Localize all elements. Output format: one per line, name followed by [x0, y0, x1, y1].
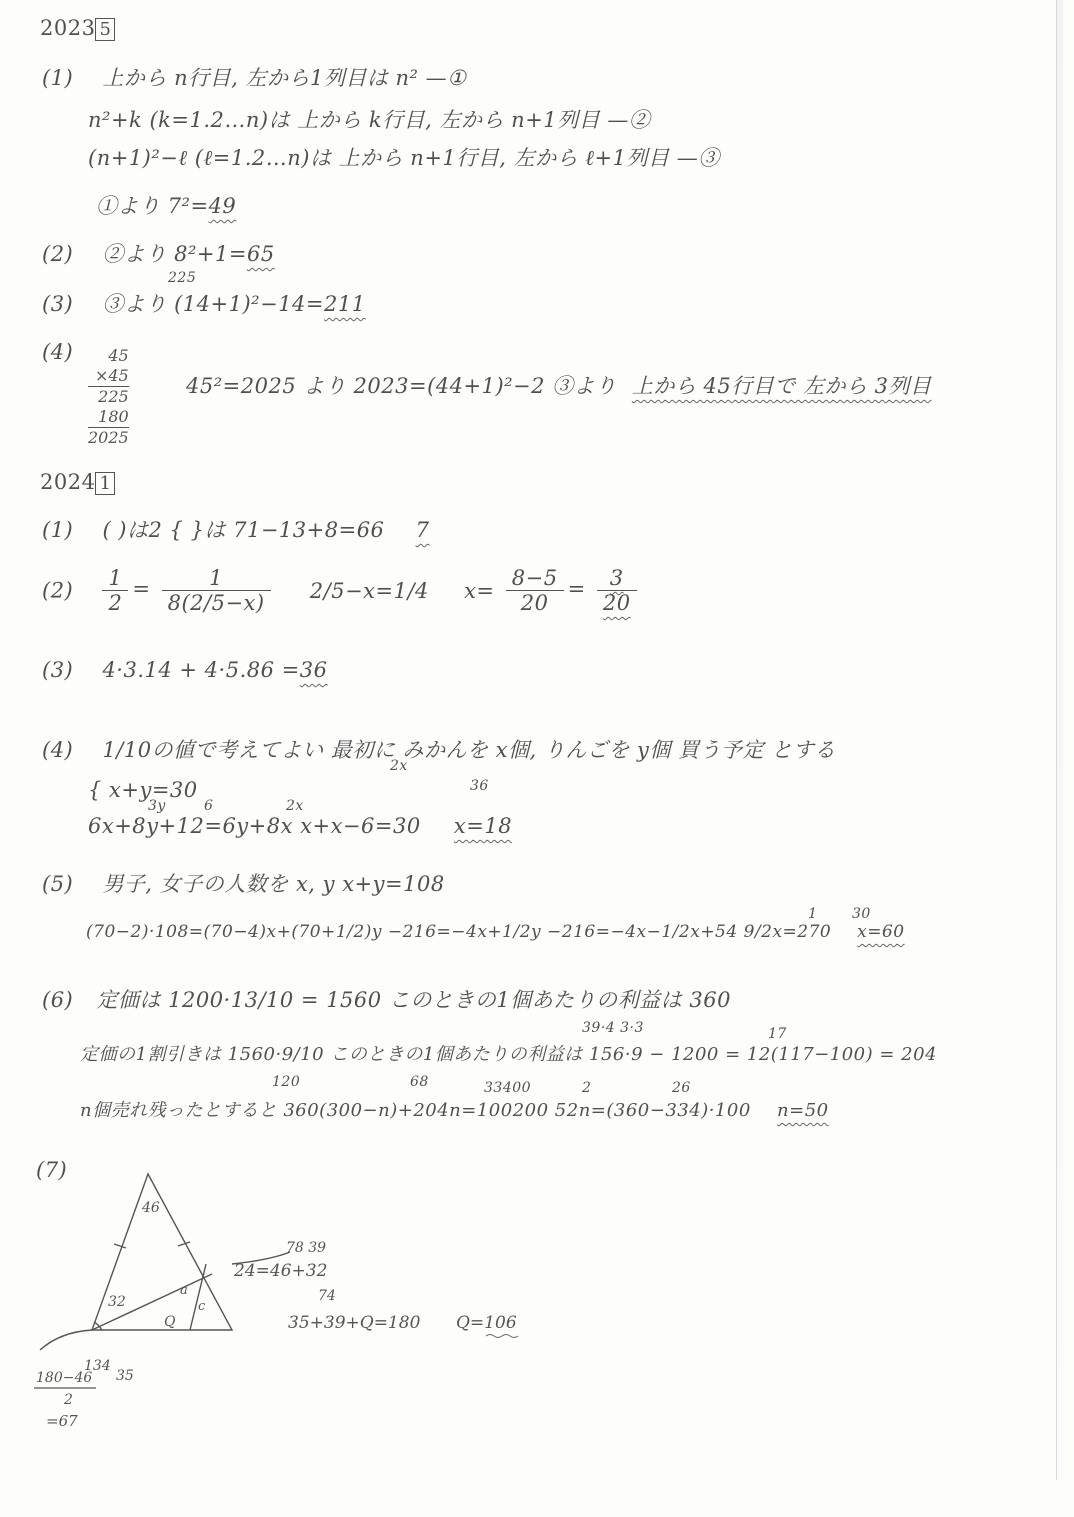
answer-wavy — [486, 1335, 518, 1338]
p2-line: (2) $\frac{1}{2}$ = $\frac{1}{8(2/5-x)}$ 2/5−x=1/4 x= $\frac{8-5}{20}$ = $\frac{3}{20}$ — [42, 566, 641, 615]
p4-note-c: 2x — [286, 798, 304, 814]
q-text: 上から n行目, 左から1列目は n² —① — [102, 66, 467, 90]
p6-note-b: 17 — [768, 1026, 787, 1042]
fraction: $\frac{1}{8(2/5-x)}$ — [162, 566, 271, 615]
q-text: ( )は2 { }は 71−13+8=66 — [102, 518, 385, 542]
angle-q: Q — [164, 1314, 176, 1330]
q-label: (3) — [42, 658, 74, 682]
p6-line3 — [80, 1096, 829, 1122]
answer: 211 — [324, 292, 366, 316]
p5-note-b: 30 — [852, 906, 871, 922]
left-note-1: 134 — [84, 1358, 111, 1374]
fraction: $\frac{8-5}{20}$ — [506, 566, 564, 615]
p6-note-d: 68 — [410, 1074, 429, 1090]
answer: 7 — [415, 518, 430, 542]
answer: x=18 — [453, 814, 513, 838]
q-text: ③より (14+1)²−14= — [102, 292, 325, 316]
header-number: 1 — [95, 472, 115, 495]
section-header-2024 — [40, 470, 115, 494]
q-text: 45²=2025 より 2023=(44+1)²−2 ③より — [186, 374, 617, 398]
left-calc-result: =67 — [46, 1412, 78, 1430]
q-label: (5) — [42, 872, 74, 896]
calc-row: 225 — [88, 386, 129, 407]
calc-line-1: 24=46+32 — [234, 1261, 328, 1281]
calc-row: 45 — [108, 346, 129, 365]
p6-note-g: 26 — [672, 1080, 691, 1096]
left-calc-num: 180−46 — [36, 1370, 93, 1386]
left-calc-den: 2 — [64, 1392, 73, 1408]
q-text: 2/5−x=1/4 — [309, 578, 429, 603]
header-year: 2023 — [40, 16, 96, 40]
page-edge — [1056, 0, 1063, 1480]
p4-note-a: 3y — [148, 798, 166, 814]
p4-line1 — [42, 734, 836, 764]
q1-line1 — [42, 62, 466, 92]
p4-note-b: 6 — [204, 798, 214, 814]
q-label: (2) — [42, 578, 74, 603]
p6-note-f: 2 — [582, 1080, 592, 1096]
section-header-2023 — [40, 16, 115, 40]
answer: 49 — [208, 194, 237, 218]
angle-32: 32 — [108, 1294, 126, 1310]
p5-note-a: 1 — [808, 906, 818, 922]
q-label: (4) — [42, 738, 74, 762]
p6-note-c: 120 — [272, 1074, 301, 1090]
q-text: ①より 7²= — [96, 194, 209, 218]
q-text: (70−2)·108=(70−4)x+(70+1/2)y −216=−4x+1/2y −216=−4x−1/2x+54 9/2x=270 — [86, 922, 832, 942]
tick-left — [114, 1244, 126, 1248]
p6-note-a: 39·4 3·3 — [582, 1020, 644, 1036]
header-number: 5 — [95, 18, 115, 41]
q-label: (7) — [36, 1158, 68, 1182]
q3-note — [168, 270, 196, 286]
q1-line4 — [96, 190, 236, 220]
calc-row: ×45 — [94, 366, 129, 385]
extension-line — [40, 1330, 92, 1350]
p5-line1 — [42, 868, 445, 898]
answer: n=50 — [777, 1100, 829, 1121]
angle-c: c — [198, 1299, 206, 1314]
multiplication-calc — [88, 346, 129, 448]
q-text: 定価は 1200·13/10 = 1560 このときの1個あたりの利益は 360 — [96, 988, 731, 1012]
calc-line-3: Q=106 — [456, 1313, 517, 1333]
q-label: (2) — [42, 242, 74, 266]
p4-line3 — [88, 814, 512, 838]
q-text: 定価の1割引きは 1560·9/10 このときの1個あたりの利益は 156·9 − 1200 = 12(117−100) = 204 — [80, 1044, 938, 1065]
p6-note-e: 33400 — [484, 1080, 532, 1096]
p1-line — [42, 514, 429, 544]
answer: 36 — [299, 658, 328, 682]
calc-note-2: 74 — [318, 1288, 336, 1304]
q-text: ②より 8²+1= — [102, 242, 247, 266]
tick-right — [178, 1242, 190, 1246]
p4-note-d: 2x — [390, 758, 408, 774]
calc-row: 180 — [98, 407, 129, 426]
calc-line-2: 35+39+Q=180 — [288, 1313, 421, 1333]
q-label: (3) — [42, 292, 74, 316]
triangle-diagram — [0, 1160, 560, 1440]
q-label: (4) — [42, 340, 74, 364]
q-label: (1) — [42, 518, 74, 542]
apex-angle: 46 — [142, 1200, 160, 1216]
p3-line — [42, 658, 327, 682]
q2-line — [42, 238, 275, 268]
inner-line-b — [190, 1264, 206, 1330]
q-text: 男子, 女子の人数を x, y x+y=108 — [102, 872, 445, 896]
q-text: (n+1)²−ℓ (ℓ=1.2…n)は 上から n+1行目, 左から ℓ+1列目 —③ — [88, 146, 720, 170]
left-note-2: 35 — [116, 1368, 134, 1384]
q-text: 6x+8y+12=6y+8x x+x−6=30 — [88, 814, 421, 838]
p6-line2 — [80, 1040, 937, 1066]
q1-line3 — [88, 142, 720, 172]
q4-label — [42, 340, 73, 364]
calc-row: 2025 — [88, 428, 129, 447]
q-label: (6) — [42, 988, 74, 1012]
answer: 上から 45行目で 左から 3列目 — [631, 374, 932, 398]
header-year: 2024 — [40, 470, 96, 494]
q3-line — [42, 288, 366, 318]
p5-line2 — [86, 922, 905, 942]
p6-line1 — [42, 984, 731, 1014]
answer: 65 — [246, 242, 275, 266]
q1-line2 — [88, 104, 650, 134]
q-label: (1) — [42, 66, 74, 90]
p4-line2 — [88, 778, 198, 802]
note: 225 — [168, 270, 197, 286]
q-text: n²+k (k=1.2…n)は 上から k行目, 左から n+1列目 —② — [88, 108, 651, 132]
answer-fraction: $\frac{3}{20}$ — [597, 566, 637, 615]
fraction: $\frac{1}{2}$ — [102, 566, 128, 615]
q-text: { x+y=30 — [88, 778, 198, 802]
q4-line — [186, 370, 931, 400]
q-text: n個売れ残ったとすると 360(300−n)+204n=100200 52n=(360−334)·100 — [80, 1100, 751, 1121]
answer: x=60 — [857, 922, 905, 942]
angle-a: a — [180, 1283, 188, 1298]
q-text: 1/10の値で考えてよい 最初に みかんを x個, りんごを y個 買う予定 とする — [102, 738, 836, 762]
p4-note-e: 36 — [470, 778, 489, 794]
calc-note-1: 78 39 — [286, 1240, 327, 1256]
q-text: 4·3.14 + 4·5.86 = — [102, 658, 300, 682]
